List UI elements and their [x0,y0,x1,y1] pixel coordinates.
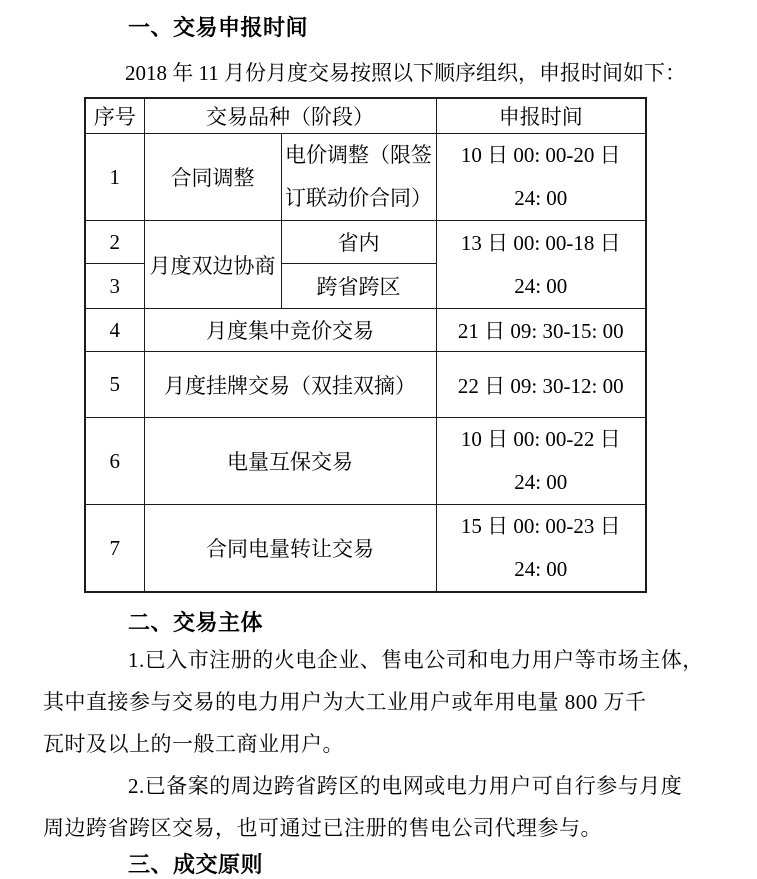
cell-seq: 1 [85,134,144,221]
time-line: 24: 00 [514,470,568,494]
cell-time [436,418,646,505]
time-line: 10 日 00: 00-20 日 [460,143,621,167]
paragraph-line: 其中直接参与交易的电力用户为大工业用户或年用电量 800 万千 [43,690,647,714]
time-line: 24: 00 [514,186,568,210]
cell-seq: 7 [85,505,144,593]
table-header-row [85,98,646,134]
cell-product: 月度集中竞价交易 [144,309,436,352]
intro-paragraph: 2018 年 11 月份月度交易按照以下顺序组织，申报时间如下： [125,61,686,85]
cell-group: 月度双边协商 [144,221,281,309]
paragraph-line: 瓦时及以上的一般工商业用户。 [43,732,344,756]
cell-time [436,505,646,593]
paragraph-trading-entities-2 [43,765,713,849]
header-product: 交易品种（阶段） [144,98,436,134]
cell-stage: 跨省跨区 [281,264,436,309]
cell-product: 月度挂牌交易（双挂双摘） [144,352,436,418]
cell-product: 电量互保交易 [144,418,436,505]
cell-seq: 4 [85,309,144,352]
cell-time [436,221,646,309]
time-line: 13 日 00: 00-18 日 [460,230,621,255]
table-row [85,418,646,505]
cell-stage: 省内 [281,221,436,264]
section-heading-1: 一、交易申报时间 [128,15,309,40]
table-row [85,221,646,264]
paragraph-trading-entities-1 [43,639,713,765]
declaration-time-table [84,97,647,593]
paragraph-line: 2.已备案的周边跨省跨区的电网或电力用户可自行参与月度 [128,774,683,798]
table-row [85,352,646,418]
cell-product: 合同电量转让交易 [144,505,436,593]
header-seq: 序号 [85,98,144,134]
paragraph-line: 周边跨省跨区交易，也可通过已注册的售电公司代理参与。 [43,816,602,840]
section-heading-3: 三、成交原则 [128,852,264,877]
cell-stage [281,134,436,221]
cell-seq: 6 [85,418,144,505]
stage-line: 电价调整（限签 [285,143,432,167]
time-line: 15 日 00: 00-23 日 [460,514,621,538]
time-line: 10 日 00: 00-22 日 [460,427,621,451]
cell-seq: 5 [85,352,144,418]
time-line: 24: 00 [514,557,568,581]
cell-seq: 3 [85,264,144,309]
stage-line: 订联动价合同） [285,186,432,210]
paragraph-line: 1.已入市注册的火电企业、售电公司和电力用户等市场主体， [128,648,704,672]
cell-time: 22 日 09: 30-12: 00 [436,352,646,418]
header-time: 申报时间 [436,98,646,134]
section-heading-2: 二、交易主体 [128,610,264,635]
table-row [85,134,646,221]
cell-seq: 2 [85,221,144,264]
table-row [85,309,646,352]
cell-time: 21 日 09: 30-15: 00 [436,309,646,352]
cell-group: 合同调整 [144,134,281,221]
time-line: 24: 00 [514,273,568,298]
cell-time [436,134,646,221]
table-row [85,505,646,593]
